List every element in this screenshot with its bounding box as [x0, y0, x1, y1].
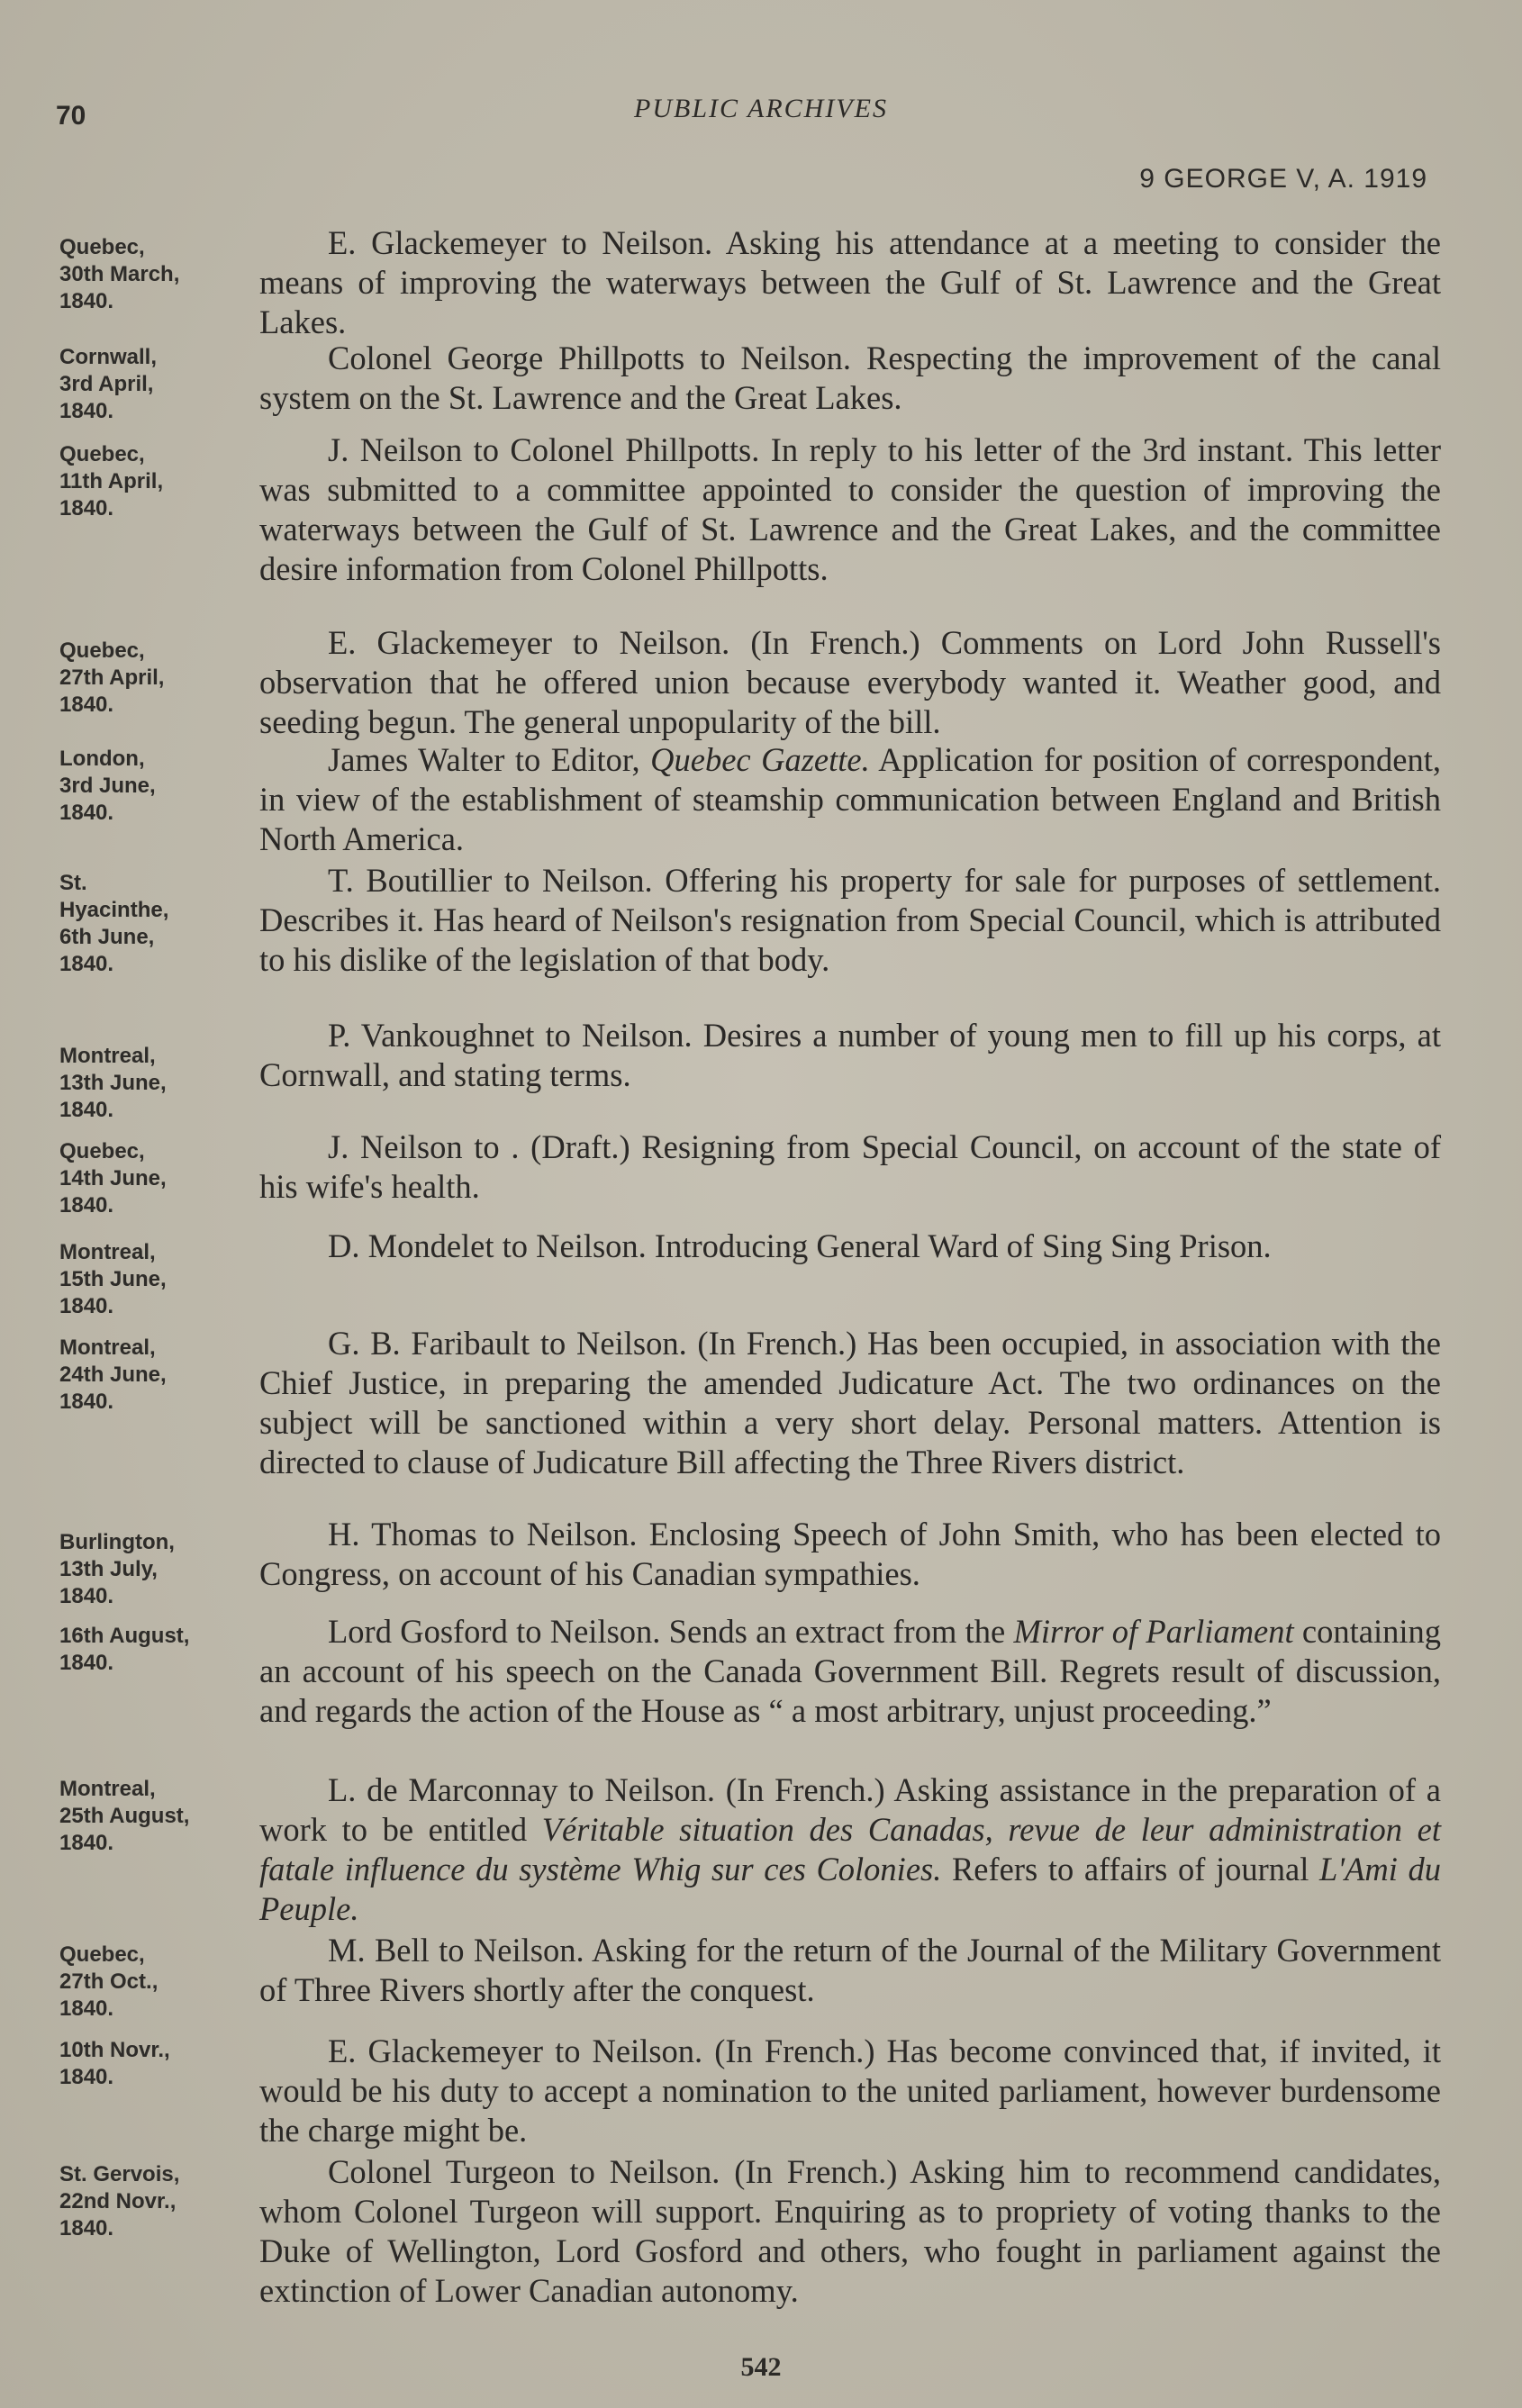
place-line: Quebec,: [59, 235, 145, 259]
place-line: Quebec,: [59, 638, 145, 663]
place-line: 6th June,: [59, 925, 155, 949]
text-segment: Refers to affairs of journal: [941, 1851, 1319, 1887]
entry-summary: M. Bell to Neilson. Asking for the return of the Journal of the Military Government of Three Rivers shortly after the conquest.: [259, 1932, 1441, 2008]
place-line: 1840.: [59, 1996, 114, 2021]
place-line: Burlington,: [59, 1530, 175, 1554]
place-line: 1840.: [59, 2065, 114, 2089]
entry-place-date: [59, 1239, 258, 1320]
place-line: 1840.: [59, 1294, 114, 1318]
place-line: 1840.: [59, 1584, 114, 1608]
place-line: 1840.: [59, 1831, 114, 1855]
place-line: 1840.: [59, 2216, 114, 2241]
place-line: 3rd June,: [59, 774, 156, 798]
place-line: 1840.: [59, 1193, 114, 1218]
place-line: 11th April,: [59, 469, 164, 493]
entry-place-date: [59, 638, 258, 719]
place-line: 25th August,: [59, 1804, 190, 1828]
session-heading: 9 GEORGE V, A. 1919: [1139, 164, 1427, 194]
entry-place-date: [59, 1335, 258, 1416]
entry-place-date: [59, 2037, 258, 2091]
place-line: 13th June,: [59, 1071, 167, 1095]
entry-summary: J. Neilson to Colonel Phillpotts. In reply to his letter of the 3rd instant. This letter was submitted to a committee appointed to consider the question of improving the waterways between the Gulf of St. Lawrence and the Great Lakes, and the committee desire information from Colonel Phillpotts.: [259, 431, 1441, 587]
place-line: Montreal,: [59, 1240, 156, 1264]
entry-place-date: [59, 344, 258, 425]
place-line: 27th April,: [59, 665, 165, 690]
place-line: 24th June,: [59, 1362, 167, 1387]
entry-summary: G. B. Faribault to Neilson. (In French.) Has been occupied, in association with the Chief Justice, in preparing the amended Judicature Act. The two ordinances on the subject will be sanctioned within a very short delay. Personal matters. Attention is directed to clause of Judicature Bill affecting the Three Rivers district.: [259, 1325, 1441, 1480]
entry-place-date: [59, 1529, 258, 1610]
page-number: 70: [56, 101, 86, 131]
place-line: 1840.: [59, 801, 114, 825]
entry-place-date: [59, 746, 258, 827]
place-line: Cornwall,: [59, 345, 158, 369]
place-line: 1840.: [59, 496, 114, 521]
place-line: 1840.: [59, 1651, 114, 1675]
place-line: 1840.: [59, 952, 114, 976]
entry-summary: E. Glackemeyer to Neilson. (In French.) Has become convinced that, if invited, it would be his duty to accept a nomination to the united parliament, however burdensome the charge might be.: [259, 2032, 1441, 2149]
entry-place-date: [59, 1776, 258, 1857]
place-line: 15th June,: [59, 1267, 167, 1291]
entry-place-date: [59, 2161, 258, 2242]
place-line: Montreal,: [59, 1044, 156, 1068]
running-title: PUBLIC ARCHIVES: [634, 94, 888, 123]
journal-title: L'Ami du Peuple.: [259, 1851, 1441, 1927]
place-line: 13th July,: [59, 1557, 158, 1581]
place-line: Montreal,: [59, 1777, 156, 1801]
work-title: Véritable situation des Canadas, revue de leur administration et fatale influence du système Whig sur ces Colonies.: [259, 1811, 1441, 1887]
entry-place-date: [59, 234, 258, 315]
entry-place-date: [59, 1623, 258, 1677]
place-line: 27th Oct.,: [59, 1969, 159, 1994]
text-segment: Application for position of correspondent, in view of the establishment of steamship communication between England and British North America.: [259, 741, 1441, 857]
entry-summary: [259, 740, 1441, 859]
place-line: St.: [59, 871, 87, 895]
place-line: 1840.: [59, 1390, 114, 1414]
place-line: 30th March,: [59, 262, 180, 286]
place-line: London,: [59, 747, 145, 771]
entry-summary: E. Glackemeyer to Neilson. (In French.) Comments on Lord John Russell's observation that he offered union because everybody wanted it. Weather good, and seeding begun. The general unpopularity of the bill.: [259, 624, 1441, 740]
place-line: 1840.: [59, 289, 114, 313]
entry-summary: [259, 1612, 1441, 1731]
text-segment: containing an account of his speech on the Canada Government Bill. Regrets result of discussion, and regards the action of the House as “ a most arbitrary, unjust proceeding.”: [259, 1613, 1441, 1729]
entry-summary: T. Boutillier to Neilson. Offering his property for sale for purposes of settlement. Describes it. Has heard of Neilson's resignation from Special Council, which is attributed to his dislike of the legislation of that body.: [259, 862, 1441, 978]
place-line: Quebec,: [59, 1139, 145, 1163]
place-line: Hyacinthe,: [59, 898, 169, 922]
place-line: 10th Novr.,: [59, 2038, 170, 2062]
place-line: 14th June,: [59, 1166, 167, 1190]
place-line: Quebec,: [59, 442, 145, 466]
entry-summary: Colonel George Phillpotts to Neilson. Respecting the improvement of the canal system on the St. Lawrence and the Great Lakes.: [259, 339, 1441, 416]
text-segment: James Walter to Editor,: [328, 741, 651, 778]
text-segment: L. de Marconnay to Neilson. (In French.) Asking assistance in the preparation of a work to be entitled: [259, 1771, 1441, 1848]
entry-place-date: [59, 1138, 258, 1219]
publication-title: Mirror of Parliament: [1013, 1613, 1294, 1650]
entry-summary: P. Vankoughnet to Neilson. Desires a number of young men to fill up his corps, at Cornwall, and stating terms.: [259, 1017, 1441, 1093]
entry-summary: E. Glackemeyer to Neilson. Asking his attendance at a meeting to consider the means of improving the waterways between the Gulf of St. Lawrence and the Great Lakes.: [259, 224, 1441, 340]
place-line: Montreal,: [59, 1335, 156, 1360]
entry-place-date: [59, 1043, 258, 1124]
entry-place-date: [59, 1942, 258, 2023]
place-line: 1840.: [59, 693, 114, 717]
text-segment: Lord Gosford to Neilson. Sends an extract from the: [328, 1613, 1014, 1650]
place-line: 1840.: [59, 399, 114, 423]
place-line: Quebec,: [59, 1942, 145, 1967]
place-line: 3rd April,: [59, 372, 154, 396]
entry-summary: D. Mondelet to Neilson. Introducing General Ward of Sing Sing Prison.: [328, 1227, 1272, 1264]
entry-summary: J. Neilson to . (Draft.) Resigning from Special Council, on account of the state of his wife's health.: [259, 1128, 1441, 1205]
entry-summary: [259, 1770, 1441, 1929]
place-line: 22nd Novr.,: [59, 2189, 177, 2213]
place-line: 1840.: [59, 1098, 114, 1122]
entry-place-date: [59, 870, 258, 978]
place-line: St. Gervois,: [59, 2162, 180, 2186]
entry-place-date: [59, 441, 258, 522]
place-line: 16th August,: [59, 1624, 190, 1648]
entry-summary: Colonel Turgeon to Neilson. (In French.) Asking him to recommend candidates, whom Colonel Turgeon will support. Enquiring as to propriety of voting thanks to the Duke of Wellington, Lord Gosford and others, who fought in parliament against the extinction of Lower Canadian autonomy.: [259, 2153, 1441, 2309]
newspaper-title: Quebec Gazette.: [650, 741, 870, 778]
folio-number: 542: [740, 2352, 782, 2382]
entry-summary: H. Thomas to Neilson. Enclosing Speech of John Smith, who has been elected to Congress, on account of his Canadian sympathies.: [259, 1516, 1441, 1592]
